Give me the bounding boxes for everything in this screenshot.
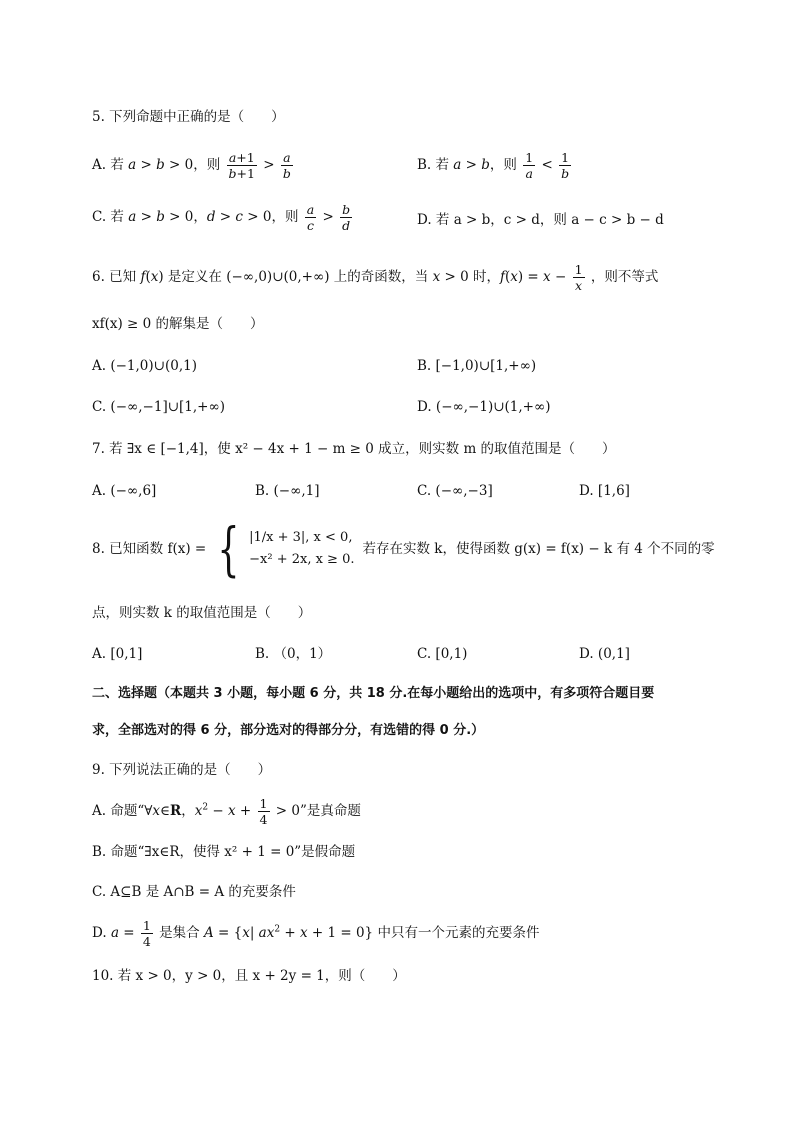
q10-stem: 10. 若 x > 0，y > 0，且 x + 2y = 1，则（ ） — [92, 968, 406, 984]
q9-stem: 9. 下列说法正确的是（ ） — [92, 762, 272, 778]
q8-stem-line1 — [92, 515, 715, 583]
q6-stem-line1: 6. 已知 f(x) 是定义在 (−∞,0)∪(0,+∞) 上的奇函数，当 x > 0 时，f(x) = x − $\frac{1}{x}$ ，则不等式 — [92, 262, 659, 293]
q8-stem-pre: 8. 已知函数 f(x) = — [92, 541, 207, 557]
q5-option-a: A. 若 a > b > 0，则 $\frac{a+1}{b+1}$ > $\frac{a}{b}$ — [92, 150, 291, 181]
q9-option-c: C. A⊆B 是 A∩B = A 的充要条件 — [92, 884, 296, 900]
q7-stem: 7. 若 ∃x ∈ [−1,4]，使 x² − 4x + 1 − m ≥ 0 成立，则实数 m 的取值范围是（ ） — [92, 441, 616, 457]
q7-option-c: C. (−∞,−3] — [417, 483, 493, 499]
q8-option-b: B. （0，1） — [255, 646, 332, 662]
q8-case-1: |1/x + 3|, x < 0, — [249, 530, 353, 545]
q8-stem-post: 若存在实数 k，使得函数 g(x) = f(x) − k 有 4 个不同的零 — [362, 541, 715, 557]
q6-stem-line2: xf(x) ≥ 0 的解集是（ ） — [92, 316, 264, 332]
q7-option-d: D. [1,6] — [579, 483, 630, 499]
q9-option-d: D. a = $\frac{1}{4}$ 是集合 A = {x| $ax^2 + x + 1 = 0$} 中只有一个元素的充要条件 — [92, 918, 540, 949]
section2-heading-line2: 求，全部选对的得 6 分，部分选对的得部分分，有选错的得 0 分.） — [92, 723, 485, 738]
q8-option-c: C. [0,1) — [417, 646, 468, 662]
q8-stem-line2: 点，则实数 k 的取值范围是（ ） — [92, 605, 312, 621]
q8-case-2: −x² + 2x, x ≥ 0. — [249, 552, 355, 567]
q6-option-d: D. (−∞,−1)∪(1,+∞) — [417, 399, 551, 415]
section2-heading-line1: 二、选择题（本题共 3 小题，每小题 6 分，共 18 分.在每小题给出的选项中，有多项符合题目要 — [92, 686, 655, 701]
q9-option-a: A. 命题“∀x∈R，$x^2 - x$ + $\frac{1}{4}$ > 0”是真命题 — [92, 796, 361, 827]
q7-option-b: B. (−∞,1] — [255, 483, 320, 499]
q6-option-b: B. [−1,0)∪[1,+∞) — [417, 358, 537, 374]
q5-stem: 5. 下列命题中正确的是（ ） — [92, 109, 285, 125]
q5-option-b: B. 若 a > b，则 $\frac{1}{a}$ < $\frac{1}{b}$ — [417, 150, 570, 181]
q5-option-d: D. 若 a > b，c > d，则 a − c > b − d — [417, 212, 664, 228]
q8-option-a: A. [0,1] — [92, 646, 143, 662]
q6-option-a: A. (−1,0)∪(0,1) — [92, 358, 197, 374]
q9-option-b: B. 命题“∃x∈R，使得 x² + 1 = 0”是假命题 — [92, 844, 356, 860]
q5-option-c: C. 若 a > b > 0，d > c > 0，则 $\frac{a}{c}$ > $\frac{b}{d}$ — [92, 202, 351, 233]
q6-option-c: C. (−∞,−1]∪[1,+∞) — [92, 399, 225, 415]
q8-option-d: D. (0,1] — [579, 646, 630, 662]
q7-option-a: A. (−∞,6] — [92, 483, 157, 499]
brace-icon: { — [217, 515, 240, 583]
